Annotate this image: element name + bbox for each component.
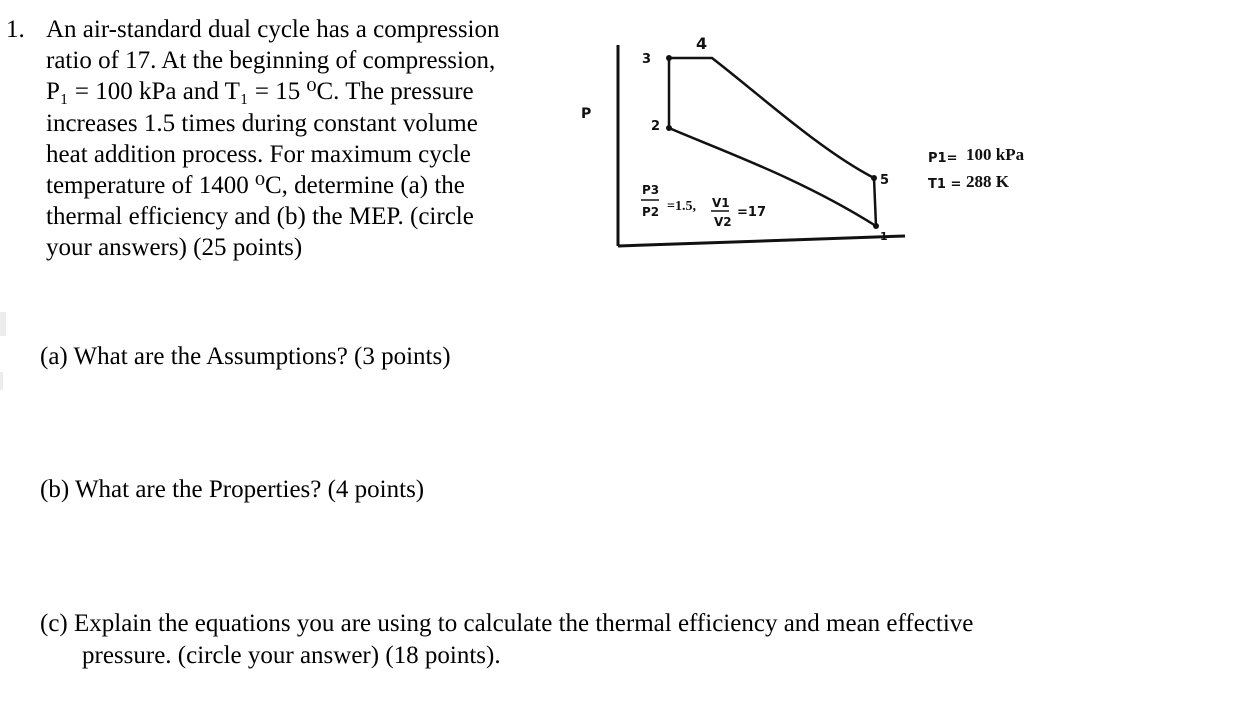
- problem-line: ratio of 17. At the beginning of compression,: [46, 47, 496, 75]
- p1-value: 100 kPa: [966, 145, 1025, 164]
- problem-line: thermal efficiency and (b) the MEP. (circle: [46, 203, 474, 231]
- volume-ratio-value: =17: [737, 205, 766, 220]
- state-point-1: [873, 223, 879, 229]
- pressure-ratio-value: =1.5,: [667, 199, 696, 214]
- state-label-2: 2: [651, 119, 661, 134]
- question-c: [40, 608, 1120, 672]
- pv-diagram: [0, 0, 1260, 300]
- question-b: (b) What are the Properties? (4 points): [40, 476, 425, 503]
- problem-number: 1.: [6, 16, 25, 43]
- problem-line: temperature of 1400 ⁰C, determine (a) the: [46, 172, 465, 200]
- volume-ratio-numerator: V1: [712, 196, 730, 210]
- state-label-3: 3: [642, 52, 652, 67]
- state-point-5: [871, 175, 877, 181]
- question-c-line: (c) Explain the equations you are using to calculate the thermal efficiency and mean effective: [40, 610, 974, 637]
- volume-ratio-denominator: V2: [714, 215, 732, 229]
- state-point-2: [666, 125, 672, 131]
- question-a: (a) What are the Assumptions? (3 points): [40, 343, 451, 370]
- state-label-4: 4: [696, 34, 708, 53]
- problem-line: your answers) (25 points): [46, 234, 303, 262]
- problem-line: increases 1.5 times during constant volume: [46, 109, 478, 137]
- edge-shade: [0, 312, 6, 336]
- pressure-ratio-numerator: P3: [642, 183, 660, 197]
- cycle-path: [669, 58, 876, 226]
- state-point-3: [666, 55, 672, 61]
- problem-line: heat addition process. For maximum cycle: [46, 140, 471, 168]
- problem-line: An air-standard dual cycle has a compression: [46, 16, 500, 43]
- p-axis-label: P: [581, 106, 592, 122]
- t1-label: T1 =: [928, 177, 962, 192]
- state-label-1: 1: [880, 230, 888, 243]
- p1-label: P1=: [928, 151, 958, 166]
- v-axis: [618, 236, 905, 246]
- t1-value: 288 K: [966, 172, 1009, 191]
- pressure-ratio-denominator: P2: [642, 205, 660, 219]
- problem-line: P₁ = 100 kPa and T₁ = 15 ⁰C. The pressure: [46, 78, 474, 106]
- question-c-line: pressure. (circle your answer) (18 points).: [82, 642, 501, 669]
- edge-shade: [0, 372, 3, 390]
- state-label-5: 5: [880, 173, 890, 188]
